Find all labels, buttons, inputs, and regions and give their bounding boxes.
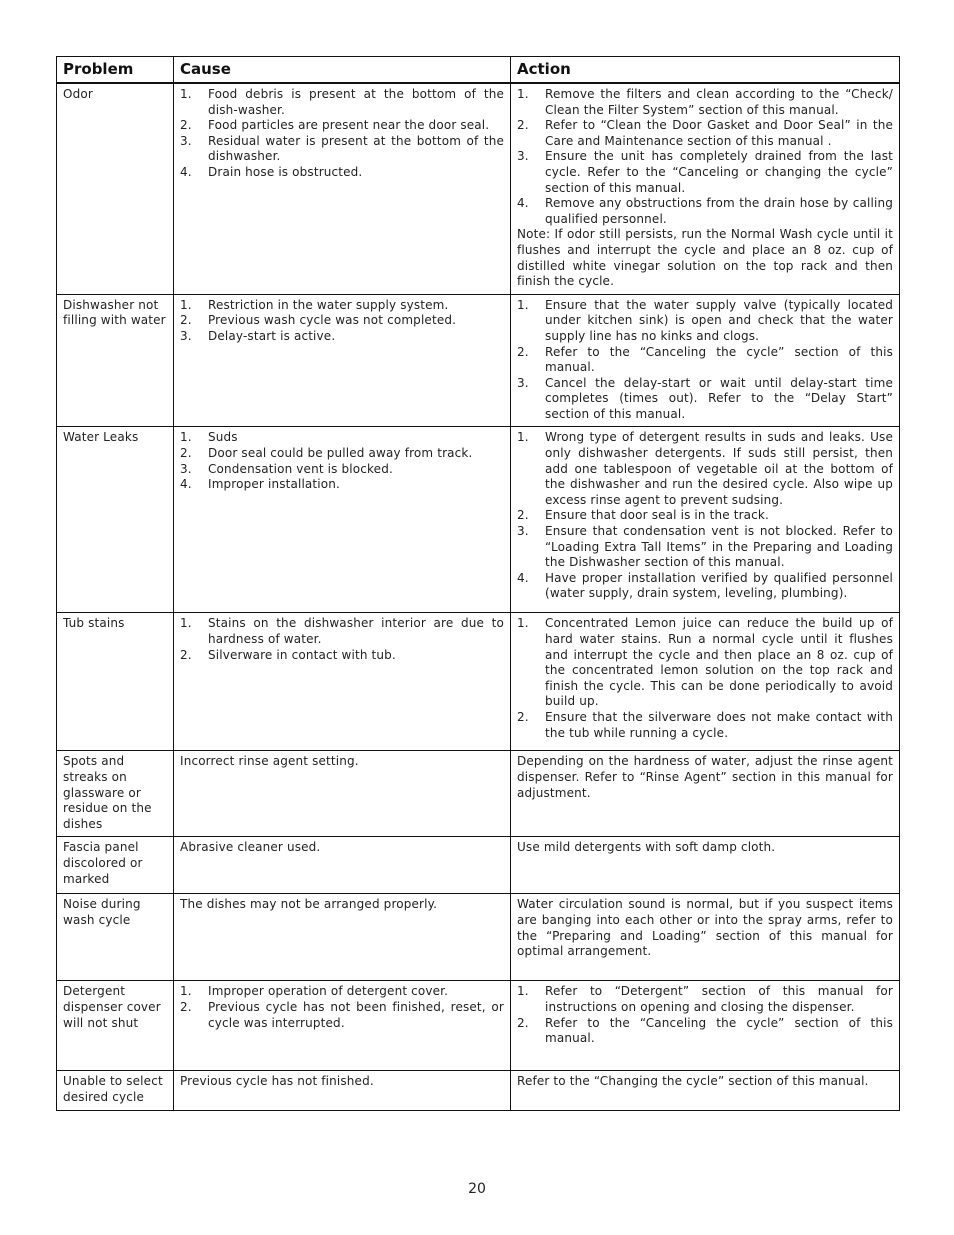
action-cell [511, 427, 900, 613]
table-body [57, 83, 900, 1111]
action-text: Depending on the hardness of water, adjust the rinse agent dispenser. Refer to “Rinse Agent” section in this manual for adjustment. [517, 754, 893, 800]
numbered-list [180, 616, 504, 663]
list-item [517, 87, 893, 118]
item-text: Ensure the unit has completely drained from the last cycle. Refer to the “Canceling or changing the cycle” section of this manual. [545, 149, 893, 195]
cause-text: Incorrect rinse agent setting. [180, 754, 359, 769]
list-item [517, 616, 893, 710]
list-item [517, 345, 893, 376]
list-item [180, 87, 504, 118]
list-item [517, 710, 893, 741]
numbered-list [517, 616, 893, 741]
numbered-list [180, 984, 504, 1031]
action-cell [511, 613, 900, 751]
item-text: Cancel the delay-start or wait until delay-start time completes (times out). Refer to the “Delay Start” section of this manual. [545, 375, 893, 421]
numbered-list [517, 430, 893, 602]
list-item [180, 984, 504, 1000]
cause-cell [174, 1071, 511, 1111]
list-item [517, 571, 893, 602]
list-item [180, 1000, 504, 1031]
item-text: Drain hose is obstructed. [208, 164, 363, 179]
list-item [180, 329, 504, 345]
item-number: 3. [180, 133, 192, 148]
item-text: Refer to the “Canceling the cycle” section of this manual. [545, 1015, 893, 1046]
item-text: Food debris is present at the bottom of the dish-washer. [208, 87, 504, 117]
item-number: 3. [517, 149, 529, 164]
item-text: Delay-start is active. [208, 328, 336, 343]
problem-cell: Fascia panel discolored or marked [57, 837, 174, 894]
list-item [180, 165, 504, 181]
list-item [180, 134, 504, 165]
problem-cell: Tub stains [57, 613, 174, 751]
item-text: Condensation vent is blocked. [208, 461, 393, 476]
numbered-list [517, 87, 893, 227]
item-number: 3. [180, 328, 192, 343]
problem-cell: Odor [57, 83, 174, 294]
item-number: 2. [180, 1000, 192, 1015]
item-number: 4. [180, 477, 192, 492]
item-text: Wrong type of detergent results in suds and leaks. Use only dishwasher detergents. If suds still persist, then add one tablespoon of vegetable oil at the bottom of the dishwasher and run the desired cycle. Also wipe up excess rinse agent to prevent sudsing. [545, 430, 893, 507]
item-number: 3. [180, 461, 192, 476]
item-number: 1. [517, 87, 529, 101]
item-number: 4. [180, 164, 192, 179]
problem-cell: Unable to select desired cycle [57, 1071, 174, 1111]
numbered-list [180, 298, 504, 345]
item-text: Silverware in contact with tub. [208, 647, 396, 662]
item-text: Have proper installation verified by qualified personnel (water supply, drain system, leveling, plumbing). [545, 570, 893, 601]
numbered-list [517, 298, 893, 423]
problem-cell: Noise during wash cycle [57, 894, 174, 981]
action-cell [511, 294, 900, 427]
list-item [180, 298, 504, 314]
item-text: Refer to “Clean the Door Gasket and Door Seal” in the Care and Maintenance section of this manual . [545, 118, 893, 148]
table-header-row [57, 57, 900, 84]
item-number: 2. [180, 446, 192, 461]
action-cell [511, 981, 900, 1071]
item-number: 2. [517, 508, 529, 523]
table-row [57, 837, 900, 894]
item-text: Previous cycle has not been finished, reset, or cycle was interrupted. [208, 1000, 504, 1030]
numbered-list [180, 430, 504, 492]
item-number: 2. [517, 344, 529, 359]
troubleshooting-table [56, 56, 900, 1111]
problem-cell: Water Leaks [57, 427, 174, 613]
cause-cell [174, 83, 511, 294]
problem-cell: Spots and streaks on glassware or residue on the dishes [57, 751, 174, 837]
item-number: 1. [517, 297, 529, 312]
cause-cell [174, 837, 511, 894]
list-item [180, 430, 504, 446]
action-note: Note: If odor still persists, run the Normal Wash cycle until it flushes and interrupt the cycle and place an 8 oz. cup of distilled white vinegar solution on the top rack and then finish the cycle. [517, 227, 893, 289]
cause-cell [174, 751, 511, 837]
cause-cell [174, 613, 511, 751]
list-item [517, 298, 893, 345]
item-number: 1. [180, 984, 192, 999]
problem-cell: Detergent dispenser cover will not shut [57, 981, 174, 1071]
list-item [517, 196, 893, 227]
cause-cell [174, 894, 511, 981]
list-item [517, 984, 893, 1015]
item-text: Previous wash cycle was not completed. [208, 313, 457, 328]
header-problem: Problem [57, 57, 174, 84]
action-text: Refer to the “Changing the cycle” section of this manual. [517, 1074, 869, 1089]
list-item [180, 446, 504, 462]
item-text: Door seal could be pulled away from track. [208, 446, 473, 461]
table-row [57, 83, 900, 294]
list-item [517, 149, 893, 196]
item-text: Residual water is present at the bottom of the dishwasher. [208, 133, 504, 164]
cause-text: Abrasive cleaner used. [180, 840, 321, 855]
cause-text: The dishes may not be arranged properly. [180, 897, 438, 912]
header-cause: Cause [174, 57, 511, 84]
numbered-list [180, 87, 504, 181]
cause-cell [174, 294, 511, 427]
action-cell [511, 1071, 900, 1111]
action-cell [511, 83, 900, 294]
list-item [517, 376, 893, 423]
item-text: Ensure that the silverware does not make contact with the tub while running a cycle. [545, 710, 893, 740]
item-text: Remove any obstructions from the drain hose by calling qualified personnel. [545, 196, 893, 226]
table-row [57, 613, 900, 751]
list-item [517, 508, 893, 524]
item-text: Restriction in the water supply system. [208, 297, 449, 312]
table-row [57, 427, 900, 613]
list-item [180, 477, 504, 493]
item-text: Refer to “Detergent” section of this manual for instructions on opening and closing the dispenser. [545, 984, 893, 1015]
table-row [57, 294, 900, 427]
list-item [180, 118, 504, 134]
item-text: Ensure that condensation vent is not blocked. Refer to “Loading Extra Tall Items” in the Preparing and Loading the Dishwasher section of this manual. [545, 524, 893, 570]
item-number: 1. [517, 430, 529, 445]
item-number: 3. [517, 375, 529, 390]
cause-cell [174, 427, 511, 613]
list-item [517, 1016, 893, 1047]
item-text: Ensure that the water supply valve (typically located under kitchen sink) is open and check that the water supply line has no kinks and clogs. [545, 297, 893, 343]
list-item [180, 462, 504, 478]
action-cell [511, 894, 900, 981]
item-text: Food particles are present near the door seal. [208, 118, 490, 133]
problem-cell: Dishwasher not filling with water [57, 294, 174, 427]
item-number: 1. [517, 984, 529, 999]
item-number: 2. [517, 118, 529, 133]
item-number: 1. [180, 616, 192, 631]
item-number: 1. [180, 297, 192, 312]
item-text: Improper installation. [208, 477, 340, 492]
action-text: Water circulation sound is normal, but if you suspect items are banging into each other or into the spray arms, refer to the “Preparing and Loading” section of this manual for optimal arrangement. [517, 897, 893, 959]
list-item [180, 313, 504, 329]
list-item [517, 524, 893, 571]
item-number: 2. [180, 313, 192, 328]
item-number: 2. [517, 710, 529, 725]
item-number: 1. [517, 616, 529, 631]
table-row [57, 1071, 900, 1111]
action-text: Use mild detergents with soft damp cloth. [517, 840, 776, 855]
list-item [517, 430, 893, 508]
table-row [57, 981, 900, 1071]
list-item [180, 616, 504, 647]
item-number: 2. [180, 647, 192, 662]
header-action: Action [511, 57, 900, 84]
list-item [180, 648, 504, 664]
item-number: 3. [517, 524, 529, 539]
item-text: Refer to the “Canceling the cycle” section of this manual. [545, 344, 893, 375]
item-number: 1. [180, 430, 192, 445]
item-number: 2. [517, 1015, 529, 1030]
item-text: Ensure that door seal is in the track. [545, 508, 769, 523]
item-number: 4. [517, 570, 529, 585]
table-row [57, 751, 900, 837]
numbered-list [517, 984, 893, 1046]
page-number: 20 [468, 1181, 486, 1197]
item-number: 4. [517, 196, 529, 211]
item-number: 2. [180, 118, 192, 133]
cause-text: Previous cycle has not finished. [180, 1074, 374, 1089]
item-text: Stains on the dishwasher interior are due to hardness of water. [208, 616, 504, 647]
action-cell [511, 837, 900, 894]
item-text: Suds [208, 430, 238, 445]
item-number: 1. [180, 87, 192, 101]
item-text: Concentrated Lemon juice can reduce the build up of hard water stains. Run a normal cycle until it flushes and interrupt the cycle and then place an 8 oz. cup of the concentrated lemon solution on the top rack and finish the cycle. This can be done periodically to avoid build up. [545, 616, 893, 709]
item-text: Remove the filters and clean according to the “Check/ Clean the Filter System” section of this manual. [545, 87, 893, 117]
action-cell [511, 751, 900, 837]
table-row [57, 894, 900, 981]
cause-cell [174, 981, 511, 1071]
list-item [517, 118, 893, 149]
item-text: Improper operation of detergent cover. [208, 984, 449, 999]
